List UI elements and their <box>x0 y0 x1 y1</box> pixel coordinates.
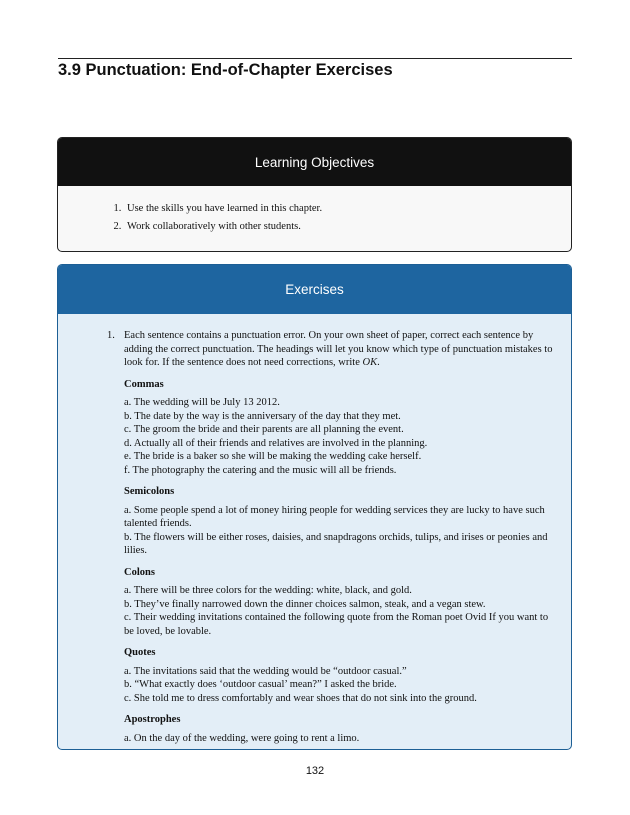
sentence: a. On the day of the wedding, were going to rent a limo. <box>124 732 360 744</box>
section-heading-colons: Colons <box>124 566 155 578</box>
sentence: a. The invitations said that the wedding would be “outdoor casual.” <box>124 665 407 677</box>
list-item: 2. Work collaboratively with other students. <box>124 218 571 236</box>
sentence: b. The flowers will be either roses, daisies, and snapdragons orchids, tulips, and irises or peonies and lilies. <box>124 531 548 556</box>
exercise-number: 1. <box>107 330 115 341</box>
exercises-body <box>58 314 571 745</box>
section-heading-apostrophes: Apostrophes <box>124 714 181 725</box>
sentence: d. Actually all of their friends and relatives are involved in the planning. <box>124 437 428 449</box>
top-rule <box>58 58 572 59</box>
learning-objectives-heading: Learning Objectives <box>58 138 571 186</box>
sentence: c. Their wedding invitations contained the following quote from the Roman poet Ovid If you want to be loved, be lovable. <box>124 612 549 637</box>
sentence: b. They’ve finally narrowed down the dinner choices salmon, steak, and a vegan stew. <box>124 598 486 610</box>
learning-objectives-list <box>58 186 571 236</box>
sentence: a. The wedding will be July 13 2012. <box>124 397 280 408</box>
sentence: a. There will be three colors for the wedding: white, black, and gold. <box>124 585 412 596</box>
page-number: 132 <box>305 765 325 777</box>
list-item: 1. Use the skills you have learned in this chapter. <box>124 200 571 218</box>
exercises-box <box>57 264 572 750</box>
sentence: a. Some people spend a lot of money hiring people for wedding services they are lucky to have such talented friends. <box>124 504 545 529</box>
page-title: 3.9 Punctuation: End-of-Chapter Exercises <box>58 61 393 79</box>
sentence: c. The groom the bride and their parents are all planning the event. <box>124 424 404 435</box>
intro-ok: OK <box>362 357 378 368</box>
section-heading-semicolons: Semicolons <box>124 486 175 497</box>
sentence: c. She told me to dress comfortably and wear shoes that do not sink into the ground. <box>124 692 477 704</box>
section-heading-quotes: Quotes <box>124 647 156 658</box>
exercises-heading: Exercises <box>58 265 571 314</box>
sentence: f. The photography the catering and the music will all be friends. <box>124 464 397 476</box>
exercise-intro <box>124 329 555 370</box>
intro-text: Each sentence contains a punctuation error. On your own sheet of paper, correct each sentence by adding the correct punctuation. The headings will let you know which type of punctuation mistakes to look for. If the sentence does not need corrections, write <box>124 330 553 368</box>
sentence: b. The date by the way is the anniversary of the day that they met. <box>124 410 401 422</box>
learning-objectives-box <box>57 137 572 252</box>
section-heading-commas: Commas <box>124 378 164 390</box>
intro-end: . <box>377 357 380 368</box>
sentence: b. “What exactly does ‘outdoor casual’ mean?” I asked the bride. <box>124 679 397 690</box>
sentence: e. The bride is a baker so she will be making the wedding cake herself. <box>124 451 422 462</box>
